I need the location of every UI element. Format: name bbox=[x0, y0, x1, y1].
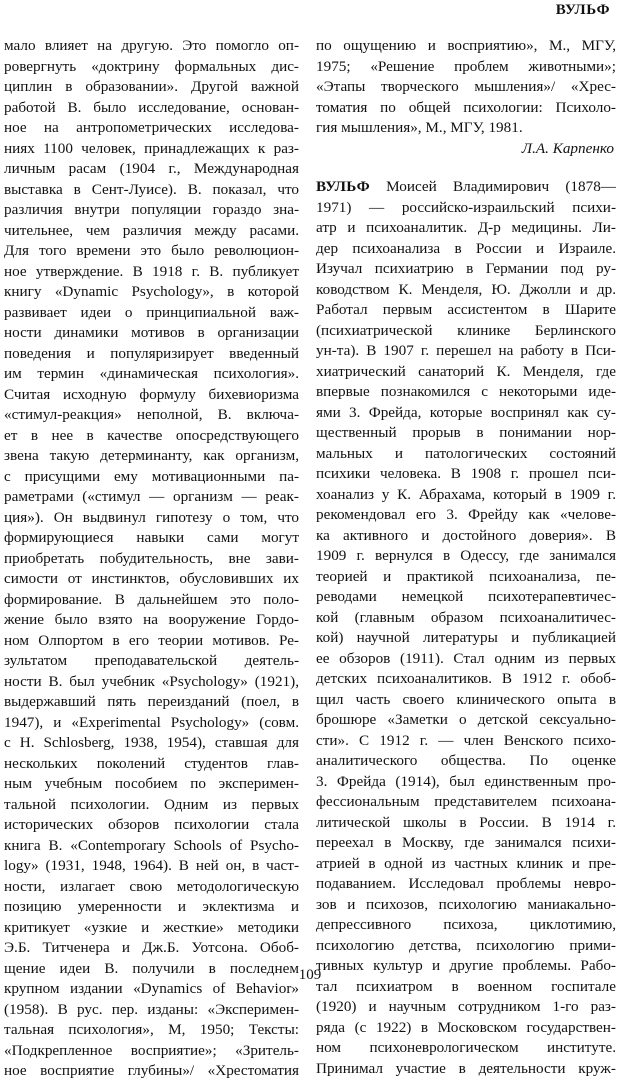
text-line: ет в нее в качестве опосредствующего bbox=[4, 426, 299, 444]
text-line: Считая исходную формулу бихевиоризма bbox=[4, 385, 299, 403]
text-line: атрией в одной из частных клиник и пре- bbox=[316, 854, 616, 872]
text-line: ное восприятие глубины»/ «Хрестоматия bbox=[4, 1062, 299, 1079]
text-line: чительнее, чем различия между расами. bbox=[4, 221, 299, 239]
text-line: тальной психологии. Одним из первых bbox=[4, 795, 299, 813]
text-line: тал психиатром в военном госпитале bbox=[316, 977, 616, 995]
text-line: мало влияет на другую. Это помогло оп- bbox=[4, 37, 299, 54]
text-line: поведения и популяризирует введенный bbox=[4, 344, 299, 362]
text-line: позицию умеренности и эклектизма и bbox=[4, 898, 299, 915]
text-line: исторических обзоров психологии стала bbox=[4, 816, 299, 833]
text-line: книгу «Dynamic Psychology», в которой bbox=[4, 283, 299, 300]
text-line: зультатом преподавательской деятель- bbox=[4, 652, 299, 669]
text-line: звена такую детерминанту, как организм, bbox=[4, 447, 299, 464]
text-line: щественный прорыв в понимании нор- bbox=[316, 424, 616, 441]
text-line: симости от инстинктов, обусловивших их bbox=[4, 570, 299, 587]
text-line: 1909 г. вернулся в Одессу, где занимался bbox=[316, 547, 616, 564]
text-line: развивает идеи о принципиальной важ- bbox=[4, 303, 299, 321]
text-line: дер психоанализа в России и Израиле. bbox=[316, 239, 616, 257]
text-line: ями 3. Фрейда, которые воспринял как су- bbox=[316, 403, 616, 421]
text-line: ное утверждение. В 1918 г. В. публикует bbox=[4, 262, 299, 280]
entry-headword: ВУЛЬФ bbox=[316, 178, 370, 195]
text-line: теорией и практикой психоанализа, пе- bbox=[316, 567, 616, 585]
text-line: 3. Фрейда (1914), был единственным про- bbox=[316, 772, 616, 790]
text-line: мальных и патологических состояний bbox=[316, 444, 616, 462]
text-line: психологию детства, психологию прими- bbox=[316, 936, 616, 954]
text-line: с H. Schlosberg, 1938, 1954), ставшая для bbox=[4, 734, 299, 751]
text-line: зов и психозов, психологию маниакально- bbox=[316, 895, 616, 913]
running-head: ВУЛЬФ bbox=[555, 2, 610, 18]
text-line: Для того времени это было революцион- bbox=[4, 242, 299, 259]
text-line: томатия по общей психологии: Психоло- bbox=[316, 98, 616, 116]
text-line: ция»). Он выдвинул гипотезу о том, что bbox=[4, 508, 299, 526]
text-line: крупном издании «Dynamics of Behavior» bbox=[4, 980, 299, 997]
text-line: хиатрический санаторий К. Менделя, где bbox=[316, 362, 616, 380]
right-column bbox=[316, 36, 616, 1079]
text-line: Изучал психиатрию в Германии под ру- bbox=[316, 260, 616, 277]
text-line: Принимал участие в деятельности круж- bbox=[316, 1059, 616, 1077]
text-line: сти». С 1912 г. — член Венского психо- bbox=[316, 731, 616, 749]
text-line: (1958). В рус. пер. изданы: «Эксперимен- bbox=[4, 1000, 299, 1018]
text-line: формирующиеся навыки сами могут bbox=[4, 529, 299, 546]
text-line: (1920) и научным сотрудником 1-го раз- bbox=[316, 998, 616, 1015]
text-line: атр и психоаналитик. Д-р медицины. Ли- bbox=[316, 219, 616, 236]
text-line: logy» (1931, 1948, 1964). В ней он, в част- bbox=[4, 857, 299, 874]
text-line: реводами немецкой психотерапевтичес- bbox=[316, 588, 616, 605]
entry-separator bbox=[316, 159, 616, 177]
previous-entry-continuation bbox=[316, 36, 616, 139]
text-line: по ощущению и восприятию», М., МГУ, bbox=[316, 37, 616, 54]
text-line: щение идеи В. получили в последнем bbox=[4, 959, 299, 977]
text-line: ровергнуть «доктрину формальных дис- bbox=[4, 57, 299, 75]
text-line: различия внутри популяции гораздо зна- bbox=[4, 201, 299, 218]
text-line: щил часть своего клинического опыта в bbox=[316, 690, 616, 708]
text-line: нескольких поколений студентов глав- bbox=[4, 754, 299, 772]
text-line: депрессивного психоза, циклотимию, bbox=[316, 916, 616, 933]
text-line: впервые познакомился с некоторыми иде- bbox=[316, 383, 616, 400]
text-line: ка активного и достойного доверия». В bbox=[316, 526, 616, 544]
entry-body bbox=[316, 198, 616, 1080]
text-line: приобретать побудительность, вне зави- bbox=[4, 549, 299, 567]
text-line: выставка в Сент-Луисе). В. показал, что bbox=[4, 180, 299, 198]
text-line: тальная психология», М, 1950; Тексты: bbox=[4, 1021, 299, 1038]
entry-first-line-text: Моисей Владимирович (1878— bbox=[369, 178, 616, 195]
text-line: ном Олпортом в его теории мотивов. Ре- bbox=[4, 631, 299, 649]
text-line: подаванием. Исследовал проблемы невро- bbox=[316, 875, 616, 892]
text-line: «Этапы творческого мышления»/ «Хрес- bbox=[316, 78, 616, 95]
text-line: ности, излагает свою методологическую bbox=[4, 877, 299, 895]
text-line: психики человека. В 1908 г. прошел пси- bbox=[316, 465, 616, 482]
text-line: выдержавший пять переизданий (поел, в bbox=[4, 693, 299, 710]
left-column bbox=[4, 36, 299, 1082]
text-line: (психиатрической клинике Берлинского bbox=[316, 321, 616, 339]
text-line: хоанализ у К. Абрахама, который в 1909 г. bbox=[316, 485, 616, 503]
text-line: 1971) — российско-израильский психи- bbox=[316, 198, 616, 216]
text-line: ун-та). В 1907 г. перешел на работу в Пси- bbox=[316, 342, 616, 359]
text-line: ности динамики мотивов в организации bbox=[4, 324, 299, 341]
text-line: ряда (с 1922) в Московском государствен- bbox=[316, 1018, 616, 1036]
text-line: тивных культур и другие проблемы. Рабо- bbox=[316, 957, 616, 974]
text-line: с присущими ему мотивационными па- bbox=[4, 467, 299, 485]
text-line: детских психоаналитиков. В 1912 г. обоб- bbox=[316, 670, 616, 687]
text-line: переехал в Москву, где занимался психи- bbox=[316, 834, 616, 851]
text-line: кой) научной литературы и публикацией bbox=[316, 629, 616, 646]
text-line: формирование. В дальнейшем это поло- bbox=[4, 590, 299, 608]
text-line: Э.Б. Титченера и Дж.Б. Уотсона. Обоб- bbox=[4, 939, 299, 956]
text-line: гия мышления», М., МГУ, 1981. bbox=[316, 119, 523, 136]
author-signature: Л.А. Карпенко bbox=[521, 139, 614, 157]
text-line: кой (главным образом психоаналитичес- bbox=[316, 608, 616, 626]
text-line: рекомендовал его 3. Фрейду как «челове- bbox=[316, 506, 616, 523]
text-line: литической школы в России. В 1914 г. bbox=[316, 813, 616, 831]
text-line: ном психоневрологическом институте. bbox=[316, 1039, 616, 1056]
text-line: ности В. был учебник «Psychology» (1921), bbox=[4, 672, 299, 690]
text-line: работой В. было исследование, основан- bbox=[4, 98, 299, 116]
text-line: фессиональным представителем психоана- bbox=[316, 793, 616, 810]
text-line: раметрами («стимул — организм — реак- bbox=[4, 488, 299, 505]
page-number: 109 bbox=[298, 967, 322, 983]
text-line: книга В. «Contemporary Schools of Psycho- bbox=[4, 836, 299, 854]
entry-first-line bbox=[316, 177, 616, 198]
text-line: ниях 1100 человек, принадлежащих к раз- bbox=[4, 139, 299, 157]
text-line: Работал первым ассистентом в Шарите bbox=[316, 301, 616, 318]
text-line: брошюре «Заметки о детской сексуально- bbox=[316, 711, 616, 728]
text-line: личным расам (1904 г., Международная bbox=[4, 160, 299, 177]
text-line: им термин «динамическая психология». bbox=[4, 365, 299, 382]
text-line: критикует «узкие и жесткие» методики bbox=[4, 918, 299, 936]
text-line: циплин в образовании». Другой важной bbox=[4, 78, 299, 95]
text-line: «стимул-реакция» неполной, В. включа- bbox=[4, 406, 299, 423]
text-line: 1947), и «Experimental Psychology» (совм. bbox=[4, 713, 299, 731]
text-line: 1975; «Решение проблем животными»; bbox=[316, 57, 616, 75]
text-line: аналитического общества. По оценке bbox=[316, 752, 616, 769]
text-line: жение было взято на вооружение Гордо- bbox=[4, 611, 299, 628]
text-line: ее обзоров (1911). Стал одним из первых bbox=[316, 649, 616, 667]
text-line: ным учебным пособием по эксперимен- bbox=[4, 775, 299, 792]
text-line: «Подкрепленное восприятие»; «Зритель- bbox=[4, 1041, 299, 1059]
entry-vulf bbox=[316, 177, 616, 1079]
text-line: ное на антропометрических исследова- bbox=[4, 119, 299, 136]
text-line: ководством К. Менделя, Ю. Джолли и др. bbox=[316, 280, 616, 298]
